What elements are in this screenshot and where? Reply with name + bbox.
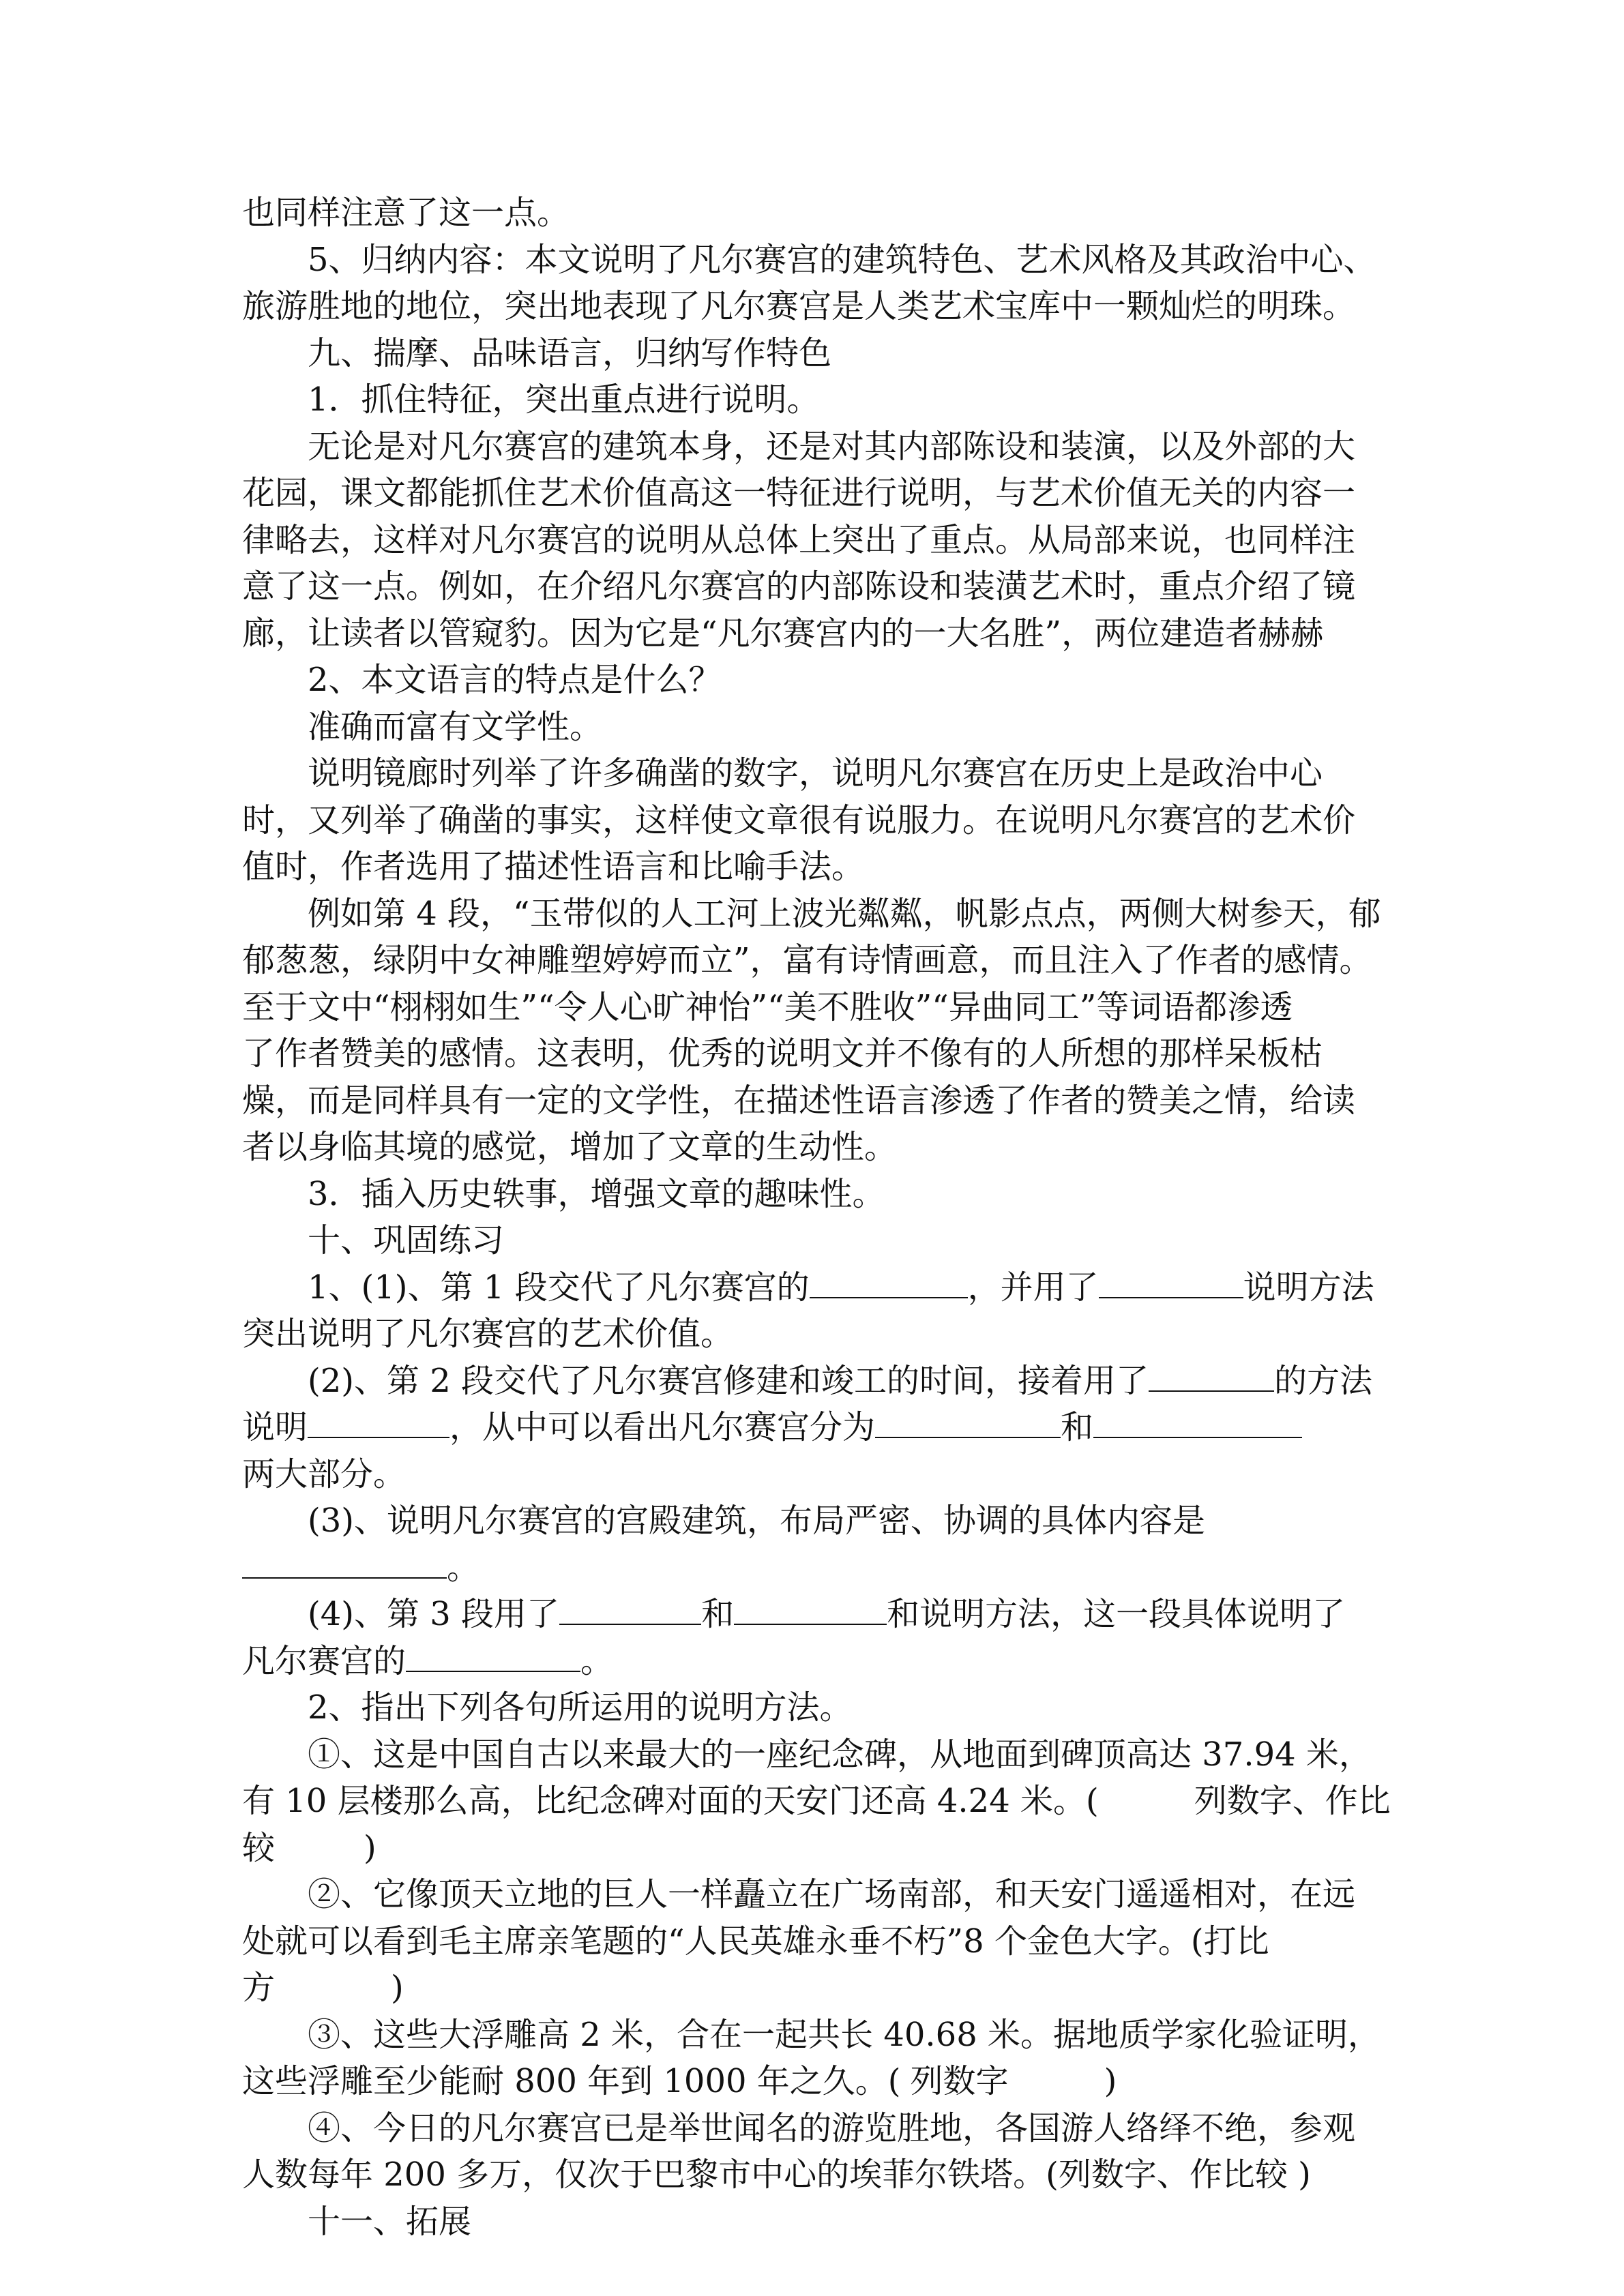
text-line: 花园，课文都能抓住艺术价值高这一特征进行说明，与艺术价值无关的内容一: [242, 474, 1356, 512]
text-line: 律略去，这样对凡尔赛宫的说明从总体上突出了重点。从局部来说，也同样注: [242, 520, 1356, 559]
text-line: 者以身临其境的感觉，增加了文章的生动性。: [242, 1128, 898, 1166]
text-line: ④、今日的凡尔赛宫已是举世闻名的游览胜地，各国游人络绎不绝，参观: [308, 2108, 1356, 2147]
exercise-line: [242, 1358, 1395, 1405]
text-line: 突出说明了凡尔赛宫的艺术价值。: [242, 1315, 734, 1353]
subheading: 2、本文语言的特点是什么？: [308, 661, 722, 699]
text-segment: 1、(1)、第 1 段交代了凡尔赛宫的: [308, 1268, 810, 1307]
text-line: (3)、说明凡尔赛宫的宫殿建筑，布局严密、协调的具体内容是: [308, 1502, 1205, 1540]
text-segment: 说明方法: [1243, 1268, 1374, 1307]
text-line: 旅游胜地的地位，突出地表现了凡尔赛宫是人类艺术宝库中一颗灿烂的明珠。: [242, 287, 1356, 325]
text-line: 至于文中“栩栩如生”“令人心旷神怡”“美不胜收”“异曲同工”等词语都渗透: [242, 987, 1293, 1026]
section-heading: 九、揣摩、品味语言，归纳写作特色: [308, 333, 832, 372]
answer-blank: [1149, 1359, 1274, 1392]
answer-text: 列数字: [910, 2062, 1009, 2100]
exercise-line: [242, 1638, 1395, 1685]
exercise-line: [242, 1965, 1395, 2012]
text-segment: (4)、第 3 段用了: [308, 1595, 560, 1633]
text-segment: ): [1104, 2062, 1117, 2100]
text-line: ③、这些大浮雕高 2 米，合在一起共长 40.68 米。据地质学家化验证明，: [308, 2015, 1381, 2054]
exercise-line: [242, 1825, 1395, 1872]
text-line: 说明镜廊时列举了许多确凿的数字，说明凡尔赛宫在历史上是政治中心: [308, 754, 1323, 792]
answer-blank: [308, 1405, 449, 1438]
text-line: ②、它像顶天立地的巨人一样矗立在广场南部，和天安门遥遥相对，在远: [308, 1875, 1356, 1913]
text-segment: ): [391, 1969, 404, 2007]
exercise-line: [242, 2058, 1395, 2105]
text-line: 无论是对凡尔赛宫的建筑本身，还是对其内部陈设和装演，以及外部的大: [308, 427, 1356, 466]
text-segment: 和: [701, 1595, 735, 1633]
text-segment: 和说明方法，这一段具体说明了: [887, 1595, 1346, 1633]
exercise-line: [242, 1264, 1395, 1311]
text-line: 也同样注意了这一点。: [242, 194, 570, 232]
exercise-line: [242, 1591, 1395, 1638]
answer-blank: [1099, 1266, 1243, 1298]
text-line: ①、这是中国自古以来最大的一座纪念碑，从地面到碑顶高达 37.94 米，: [308, 1735, 1372, 1774]
answer-blank: [559, 1592, 701, 1625]
text-line: 准确而富有文学性。: [308, 707, 603, 746]
exercise-line: [242, 1404, 1395, 1451]
text-segment: 。: [580, 1641, 614, 1680]
exercise-line: [242, 1545, 1395, 1592]
text-segment: ，并用了: [967, 1268, 1099, 1307]
subheading: 1．抓住特征，突出重点进行说明。: [308, 381, 820, 419]
answer-blank: [406, 1639, 580, 1672]
answer-blank: [810, 1266, 968, 1298]
text-segment: 这些浮雕至少能耐 800 年到 1000 年之久。(: [242, 2062, 901, 2100]
text-line: 处就可以看到毛主席亲笔题的“人民英雄永垂不朽”8 个金色大字。(打比: [242, 1922, 1269, 1960]
text-line: 两大部分。: [242, 1455, 407, 1493]
document-body: [242, 190, 1395, 2245]
section-heading: 十、巩固练习: [308, 1221, 505, 1259]
subheading: 3．插入历史轶事，增强文章的趣味性。: [308, 1174, 885, 1213]
text-segment: 。: [447, 1548, 480, 1587]
text-segment: ，从中可以看出凡尔赛宫分为: [449, 1408, 876, 1446]
section-heading: 十一、拓展: [308, 2202, 472, 2241]
text-line: 值时，作者选用了描述性语言和比喻手法。: [242, 848, 865, 886]
text-segment: 凡尔赛宫的: [242, 1641, 407, 1680]
text-line: 意了这一点。例如，在介绍凡尔赛宫的内部陈设和装潢艺术时，重点介绍了镜: [242, 567, 1356, 606]
exercise-line: [242, 1778, 1395, 1825]
text-line: 郁葱葱，绿阴中女神雕塑婷婷而立”，富有诗情画意，而且注入了作者的感情。: [242, 941, 1372, 979]
text-line: 5、归纳内容：本文说明了凡尔赛宫的建筑特色、艺术风格及其政治中心、: [308, 240, 1376, 279]
answer-blank: [875, 1405, 1061, 1438]
answer-text: 方: [242, 1969, 276, 2007]
text-line: 时，又列举了确凿的事实，这样使文章很有说服力。在说明凡尔赛宫的艺术价: [242, 801, 1356, 839]
answer-text: 列数字、作比: [1194, 1782, 1391, 1820]
text-segment: 说明: [242, 1408, 308, 1446]
answer-blank: [734, 1592, 887, 1625]
answer-blank: [242, 1546, 447, 1579]
text-segment: ): [364, 1828, 377, 1867]
answer-blank: [1093, 1405, 1302, 1438]
text-segment: 有 10 层楼那么高，比纪念碑对面的天安门还高 4.24 米。(: [242, 1782, 1099, 1820]
text-segment: 的方法: [1274, 1361, 1373, 1400]
text-line: 燥，而是同样具有一定的文学性，在描述性语言渗透了作者的赞美之情，给读: [242, 1081, 1356, 1120]
text-segment: 和: [1061, 1408, 1094, 1446]
text-line: 人数每年 200 多万，仅次于巴黎市中心的埃菲尔铁塔。(列数字、作比较 ): [242, 2156, 1311, 2194]
answer-text: 较: [242, 1828, 276, 1867]
text-segment: (2)、第 2 段交代了凡尔赛宫修建和竣工的时间，接着用了: [308, 1361, 1149, 1400]
text-line: 廊，让读者以管窥豹。因为它是“凡尔赛宫内的一大名胜”，两位建造者赫赫: [242, 614, 1324, 653]
text-line: 了作者赞美的感情。这表明，优秀的说明文并不像有的人所想的那样呆板枯: [242, 1034, 1323, 1073]
text-line: 例如第 4 段，“玉带似的人工河上波光粼粼，帆影点点，两侧大树参天，郁: [308, 894, 1381, 933]
subheading: 2、指出下列各句所运用的说明方法。: [308, 1688, 853, 1727]
